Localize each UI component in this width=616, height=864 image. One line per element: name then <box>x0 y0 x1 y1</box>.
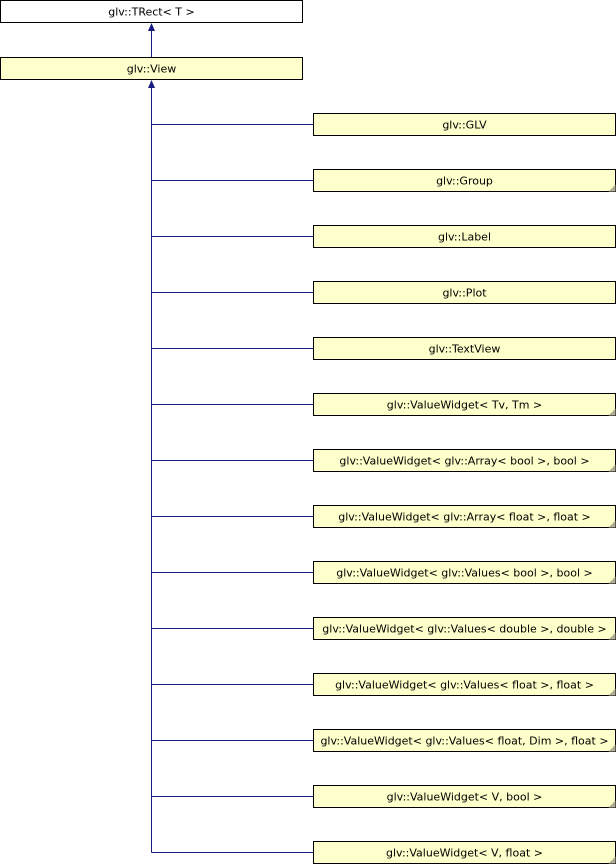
node-child-label[interactable]: glv::ValueWidget< Tv, Tm > <box>386 398 543 412</box>
node-child[interactable] <box>314 394 616 416</box>
node-view[interactable] <box>1 58 303 80</box>
node-child[interactable] <box>314 562 616 584</box>
node-base[interactable] <box>1 1 303 23</box>
node-child-label[interactable]: glv::ValueWidget< glv::Values< float >, float > <box>335 678 594 692</box>
node-child[interactable] <box>314 786 616 808</box>
node-child-label[interactable]: glv::GLV <box>442 118 487 132</box>
arrowhead-base <box>148 23 155 31</box>
node-child[interactable] <box>314 730 616 752</box>
node-child[interactable] <box>314 842 616 864</box>
node-child[interactable] <box>314 618 616 640</box>
node-child[interactable] <box>314 282 616 304</box>
node-child-label[interactable]: glv::Plot <box>442 286 487 300</box>
node-child[interactable] <box>314 114 616 136</box>
node-child[interactable] <box>314 170 616 192</box>
node-child-label[interactable]: glv::TextView <box>428 342 501 356</box>
arrowhead-view <box>148 80 155 88</box>
derived-classes <box>314 114 616 864</box>
inheritance-edges <box>148 23 314 853</box>
node-child[interactable] <box>314 226 616 248</box>
node-child-label[interactable]: glv::ValueWidget< glv::Values< float, Dim >, float > <box>320 734 609 748</box>
node-child-label[interactable]: glv::ValueWidget< glv::Values< double >, double > <box>322 622 607 636</box>
node-child-label[interactable]: glv::ValueWidget< V, float > <box>386 846 543 860</box>
node-child-label[interactable]: glv::ValueWidget< glv::Array< bool >, bool > <box>339 454 590 468</box>
node-child[interactable] <box>314 674 616 696</box>
node-child[interactable] <box>314 506 616 528</box>
node-child-label[interactable]: glv::ValueWidget< glv::Values< bool >, bool > <box>336 566 593 580</box>
node-child[interactable] <box>314 450 616 472</box>
node-view-label[interactable]: glv::View <box>126 62 177 76</box>
node-child-label[interactable]: glv::Group <box>436 174 493 188</box>
node-child[interactable] <box>314 338 616 360</box>
node-child-label[interactable]: glv::ValueWidget< V, bool > <box>386 790 543 804</box>
node-child-label[interactable]: glv::Label <box>437 230 492 244</box>
node-child-label[interactable]: glv::ValueWidget< glv::Array< float >, float > <box>338 510 591 524</box>
node-base-label[interactable]: glv::TRect< T > <box>108 5 195 19</box>
